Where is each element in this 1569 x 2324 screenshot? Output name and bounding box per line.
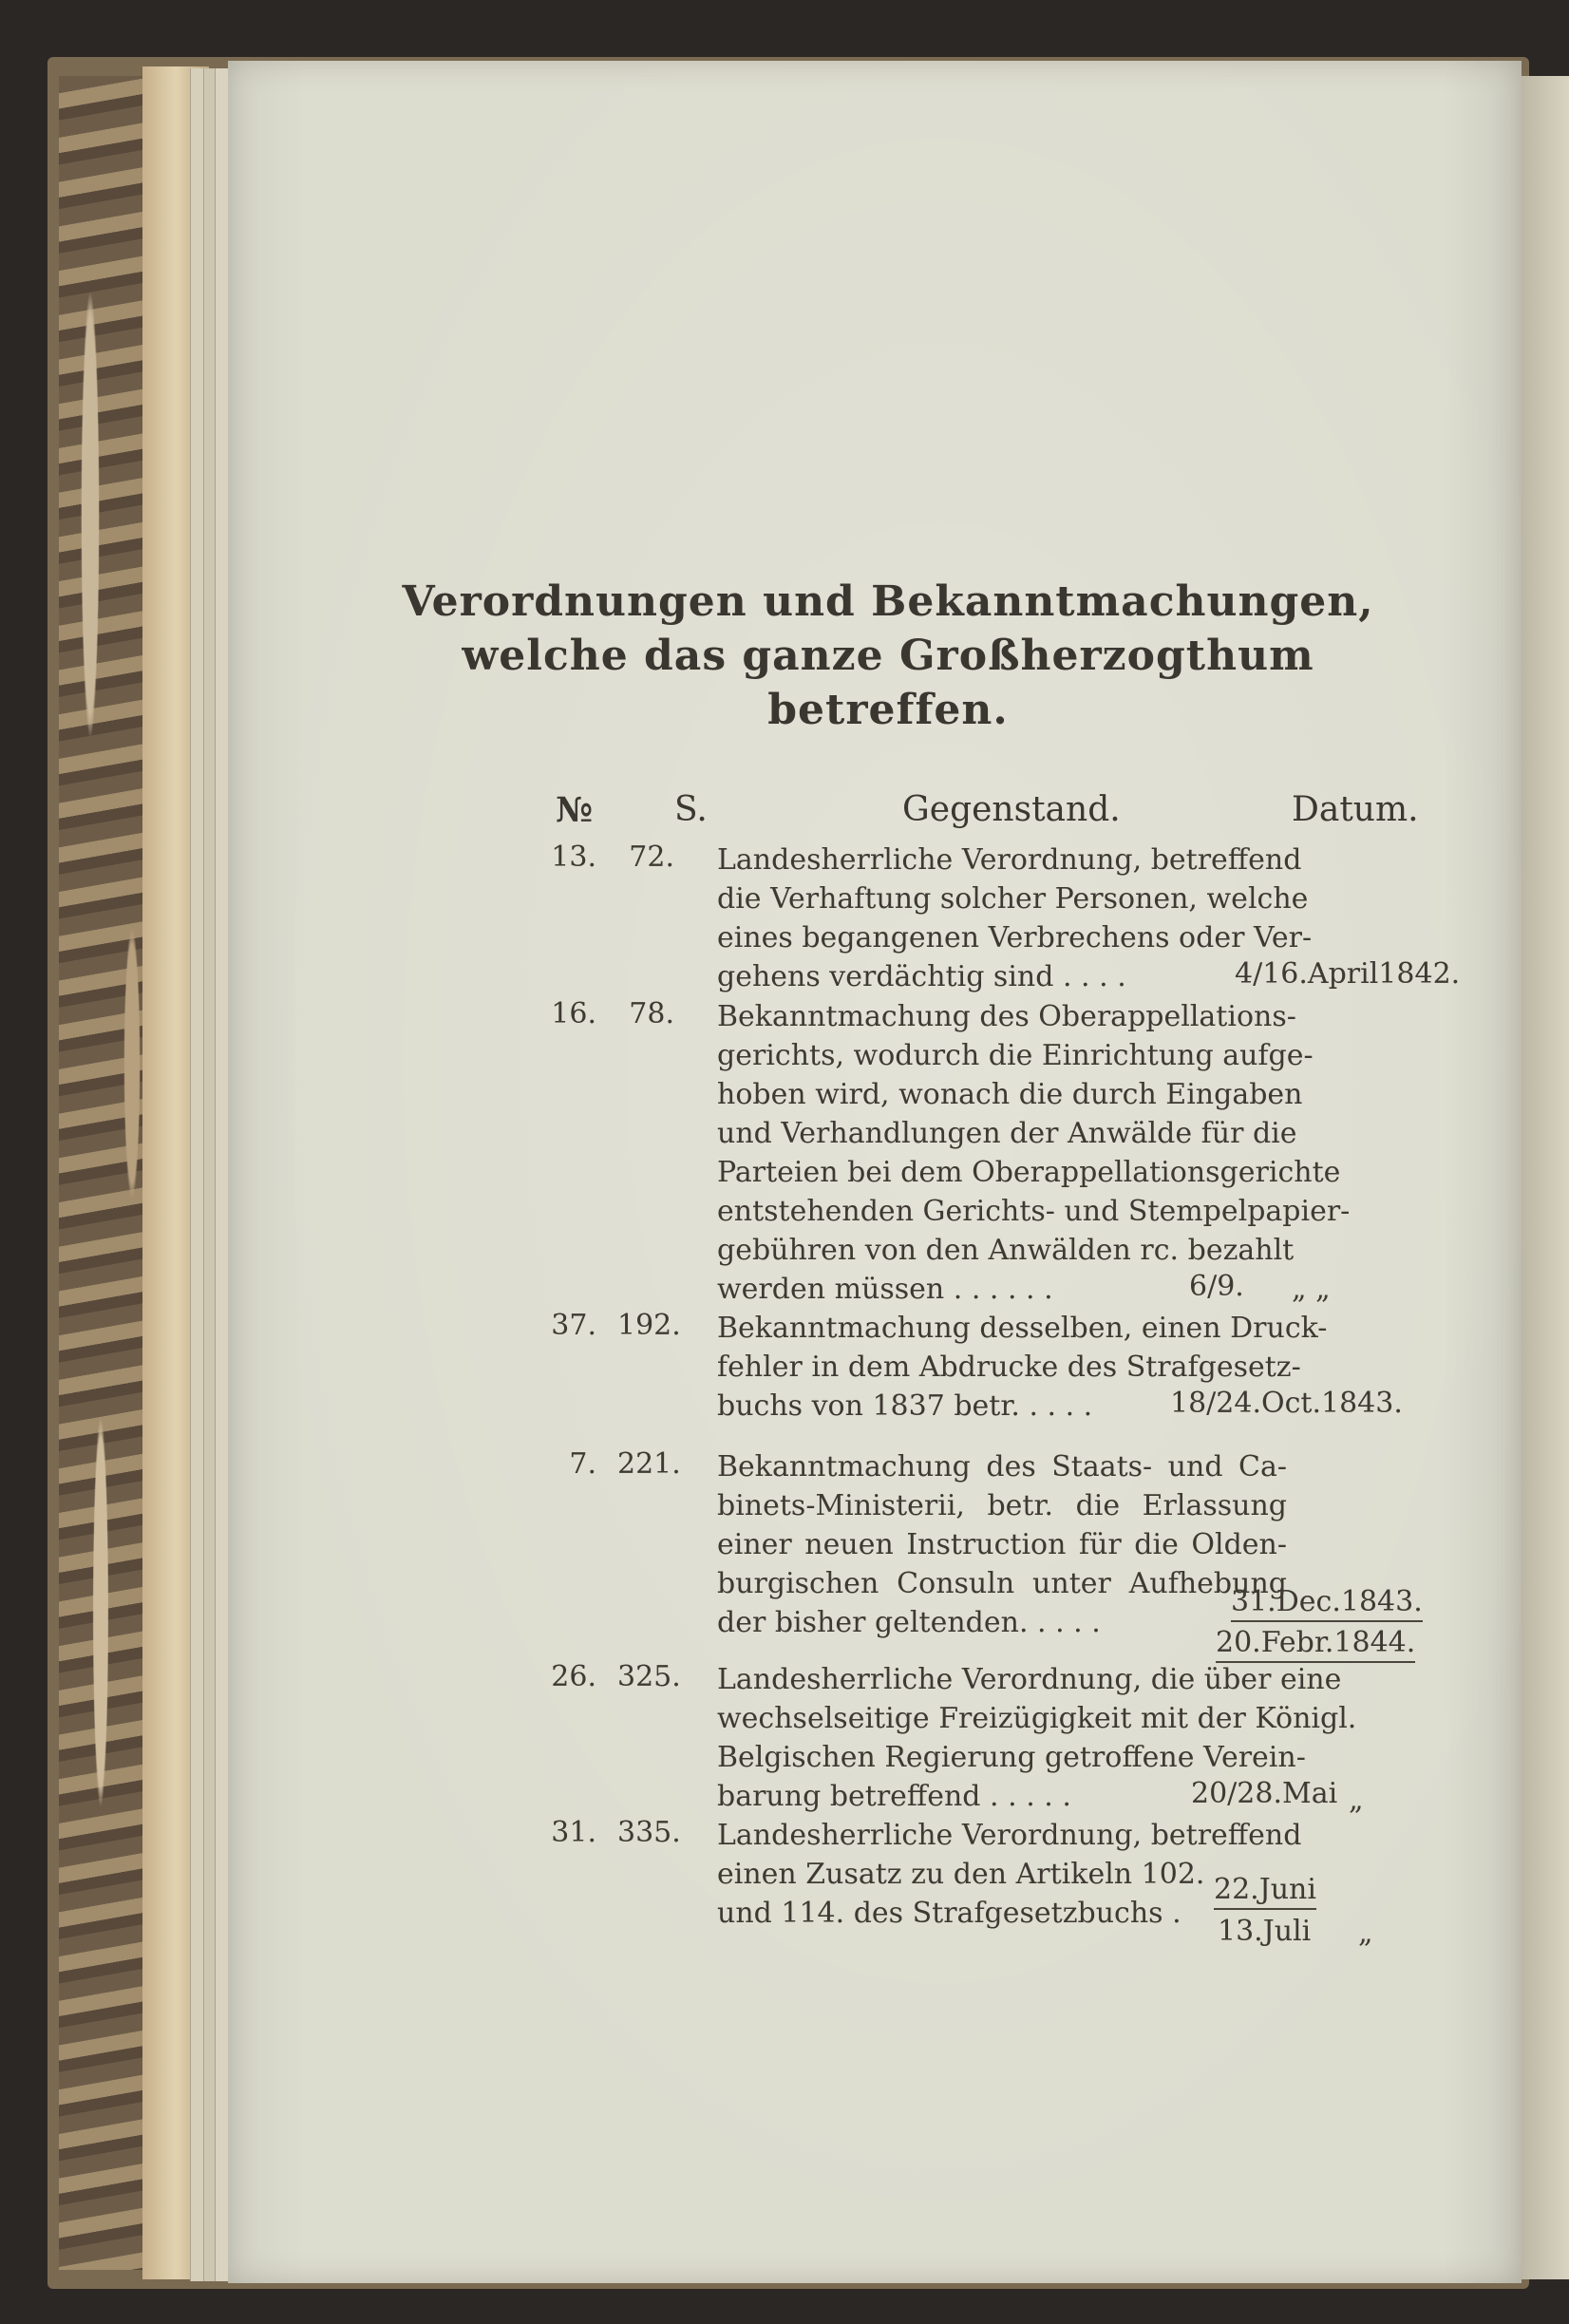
entry-subject [717, 997, 1351, 1309]
subject-line: der bisher geltenden. . . . . [717, 1606, 1101, 1639]
subject-line: Landesherrliche Verordnung, die über eine [717, 1663, 1342, 1696]
heading-line-1: Verordnungen und Bekanntmachungen, [402, 577, 1374, 626]
subject-line: Bekanntmachung desselben, einen Druck- [717, 1312, 1328, 1345]
subject-line: die Verhaftung solcher Personen, welche [717, 882, 1309, 916]
entry-page: 78. [629, 997, 674, 1030]
subject-line: und Verhandlungen der Anwälde für die [717, 1117, 1297, 1150]
subject-line: wechselseitige Freizügigkeit mit der Königl. [717, 1702, 1357, 1735]
subject-line: barung betreffend . . . . . [717, 1780, 1071, 1813]
page-heading [351, 575, 1425, 737]
ditto-mark: „ [1358, 1917, 1373, 1950]
ditto-mark: „ [1349, 1784, 1364, 1817]
subject-line: einer neuen Instruction für die Olden- [717, 1528, 1287, 1561]
entry-subject [717, 1447, 1287, 1642]
entry-page: 335. [617, 1816, 681, 1849]
entry-date-end: 13.Juli [1218, 1915, 1312, 1948]
subject-line: entstehenden Gerichts- und Stempelpapier- [717, 1195, 1351, 1228]
heading-line-3: betreffen. [767, 686, 1009, 734]
subject-line: binets-Ministerii, betr. die Erlassung [717, 1489, 1287, 1522]
subject-line: Landesherrliche Verordnung, betreffend [717, 1819, 1302, 1852]
heading-line-2: welche das ganze Großherzogthum [462, 632, 1314, 680]
entry-number: 13. [551, 841, 596, 874]
entry-date: 20/28.Mai [1191, 1777, 1338, 1810]
entry-date: 4/16.April1842. [1235, 957, 1461, 991]
subject-line: Bekanntmachung des Oberappellations- [717, 1000, 1296, 1033]
column-header-subject: Gegenstand. [902, 790, 1121, 829]
subject-line: werden müssen . . . . . . [717, 1273, 1053, 1306]
next-page-edge [1522, 76, 1569, 2279]
entry-page: 72. [629, 841, 674, 874]
entry-date: 6/9. [1189, 1270, 1244, 1303]
subject-line: Parteien bei dem Oberappellationsgerichte [717, 1156, 1341, 1189]
subject-line: Belgischen Regierung getroffene Verein- [717, 1741, 1306, 1774]
column-header-page: S. [674, 790, 708, 829]
entry-subject [717, 1816, 1302, 1933]
entry-date-start: 22.Juni [1214, 1873, 1316, 1910]
entry-subject [717, 841, 1313, 996]
column-header-number: № [556, 790, 594, 830]
entry-date: 18/24.Oct.1843. [1170, 1387, 1403, 1420]
entry-page: 325. [617, 1660, 681, 1693]
subject-line: hoben wird, wonach die durch Eingaben [717, 1078, 1303, 1111]
entry-page: 192. [617, 1309, 681, 1342]
entry-number: 37. [551, 1309, 596, 1342]
entry-date-end: 20.Febr.1844. [1216, 1626, 1415, 1663]
subject-line: buchs von 1837 betr. . . . . [717, 1389, 1093, 1423]
subject-line: burgischen Consuln unter Aufhebung [717, 1567, 1287, 1600]
subject-line: Bekanntmachung des Staats- und Ca- [717, 1450, 1287, 1483]
subject-line: Landesherrliche Verordnung, betreffend [717, 843, 1302, 877]
subject-line: fehler in dem Abdrucke des Strafgesetz- [717, 1351, 1301, 1384]
entry-date-start: 31.Dec.1843. [1231, 1585, 1423, 1622]
subject-line: und 114. des Strafgesetzbuchs . [717, 1897, 1181, 1930]
subject-line: einen Zusatz zu den Artikeln 102. [717, 1858, 1205, 1891]
subject-line: gerichts, wodurch die Einrichtung aufge- [717, 1039, 1314, 1072]
entry-page: 221. [617, 1447, 681, 1481]
entry-number: 31. [551, 1816, 596, 1849]
column-header-date: Datum. [1292, 790, 1419, 829]
entry-number: 16. [551, 997, 596, 1030]
subject-line: eines begangenen Verbrechens oder Ver- [717, 921, 1313, 954]
ditto-mark: „ „ [1292, 1273, 1331, 1306]
subject-line: gehens verdächtig sind . . . . [717, 960, 1126, 993]
subject-line: gebühren von den Anwälden rc. bezahlt [717, 1234, 1295, 1267]
entry-number: 7. [569, 1447, 596, 1481]
entry-number: 26. [551, 1660, 596, 1693]
